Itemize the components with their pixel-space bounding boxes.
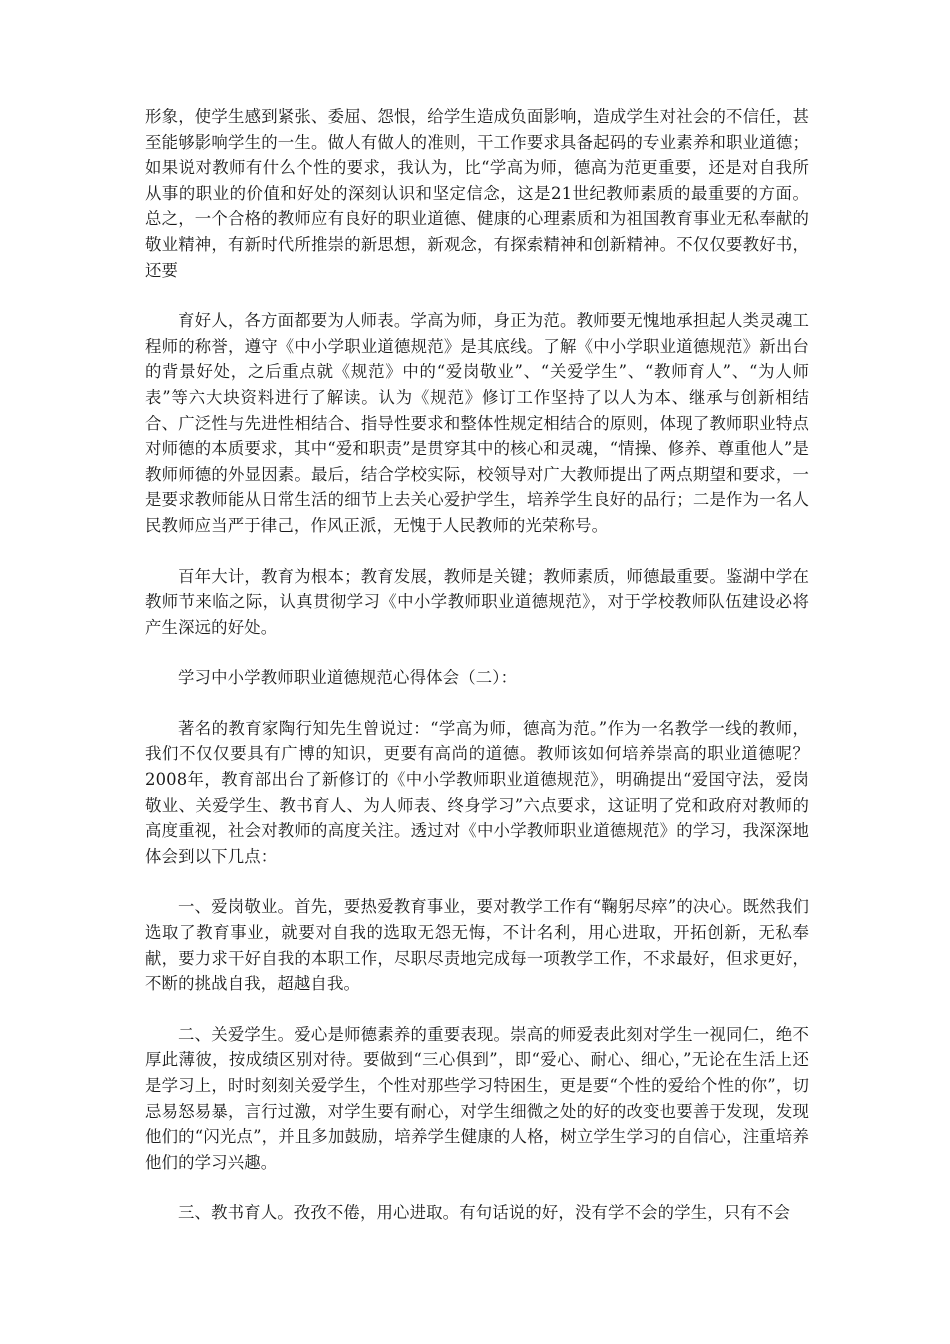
document-body	[145, 104, 809, 1226]
paragraph: 著名的教育家陶行知先生曾说过：“学高为师，德高为范。”作为一名教学一线的教师，我们不仅仅要具有广博的知识，更要有高尚的道德。教师该如何培养崇高的职业道德呢？2008年，教育部出台了新修订的《中小学教师职业道德规范》，明确提出“爱国守法，爱岗敬业、关爱学生、教书育人、为人师表、终身学习”六点要求，这证明了党和政府对教师的高度重视，社会对教师的高度关注。透过对《中小学教师职业道德规范》的学习，我深深地体会到以下几点：	[145, 718, 809, 866]
paragraph: 一、爱岗敬业。首先，要热爱教育事业，要对教学工作有“鞠躬尽瘁”的决心。既然我们选取了教育事业，就要对自我的选取无怨无悔，不计名利，用心进取，开拓创新，无私奉献，要力求干好自我的本职工作，尽职尽责地完成每一项教学工作，不求最好，但求更好，不断的挑战自我，超越自我。	[145, 897, 809, 994]
section-heading: 学习中小学教师职业道德规范心得体会（二）：	[178, 668, 518, 688]
paragraph: 二、关爱学生。爱心是师德素养的重要表现。崇高的师爱表此刻对学生一视同仁，绝不厚此薄彼，按成绩区别对待。要做到“三心俱到”，即“爱心、耐心、细心，”无论在生活上还是学习上，时时刻刻关爱学生，个性对那些学习特困生，更是要“个性的爱给个性的你”，切忌易怒易暴，言行过激，对学生要有耐心，对学生细微之处的好的改变也要善于发现，发现他们的“闪光点”，并且多加鼓励，培养学生健康的人格，树立学生学习的自信心，注重培养他们的学习兴趣。	[145, 1024, 809, 1172]
paragraph: 育好人，各方面都要为人师表。学高为师，身正为范。教师要无愧地承担起人类灵魂工程师的称誉，遵守《中小学职业道德规范》是其底线。了解《中小学职业道德规范》新出台的背景好处，之后重点就《规范》中的“爱岗敬业”、“关爱学生”、“教师育人”、“为人师表”等六大块资料进行了解读。认为《规范》修订工作坚持了以人为本、继承与创新相结合、广泛性与先进性相结合、指导性要求和整体性规定相结合的原则，体现了教师职业特点对师德的本质要求，其中“爱和职责”是贯穿其中的核心和灵魂，“情操、修养、尊重他人”是教师师德的外显因素。最后，结合学校实际，校领导对广大教师提出了两点期望和要求，一是要求教师能从日常生活的细节上去关心爱护学生，培养学生良好的品行；二是作为一名人民教师应当严于律己，作风正派，无愧于人民教师的光荣称号。	[145, 311, 809, 535]
paragraph: 百年大计，教育为根本；教育发展，教师是关键；教师素质，师德最重要。鉴湖中学在教师节来临之际，认真贯彻学习《中小学教师职业道德规范》，对于学校教师队伍建设必将产生深远的好处。	[145, 566, 809, 637]
paragraph: 形象，使学生感到紧张、委屈、怨恨，给学生造成负面影响，造成学生对社会的不信任，甚至能够影响学生的一生。做人有做人的准则，干工作要求具备起码的专业素养和职业道德；如果说对教师有什么个性的要求，我认为，比“学高为师，德高为范更重要，还是对自我所从事的职业的价值和好处的深刻认识和坚定信念，这是21世纪教师素质的最重要的方面。总之，一个合格的教师应有良好的职业道德、健康的心理素质和为祖国教育事业无私奉献的敬业精神，有新时代所推崇的新思想，新观念，有探索精神和创新精神。不仅仅要教好书，还要	[145, 107, 809, 280]
paragraph: 三、教书育人。孜孜不倦，用心进取。有句话说的好，没有学不会的学生，只有不会	[178, 1203, 791, 1223]
